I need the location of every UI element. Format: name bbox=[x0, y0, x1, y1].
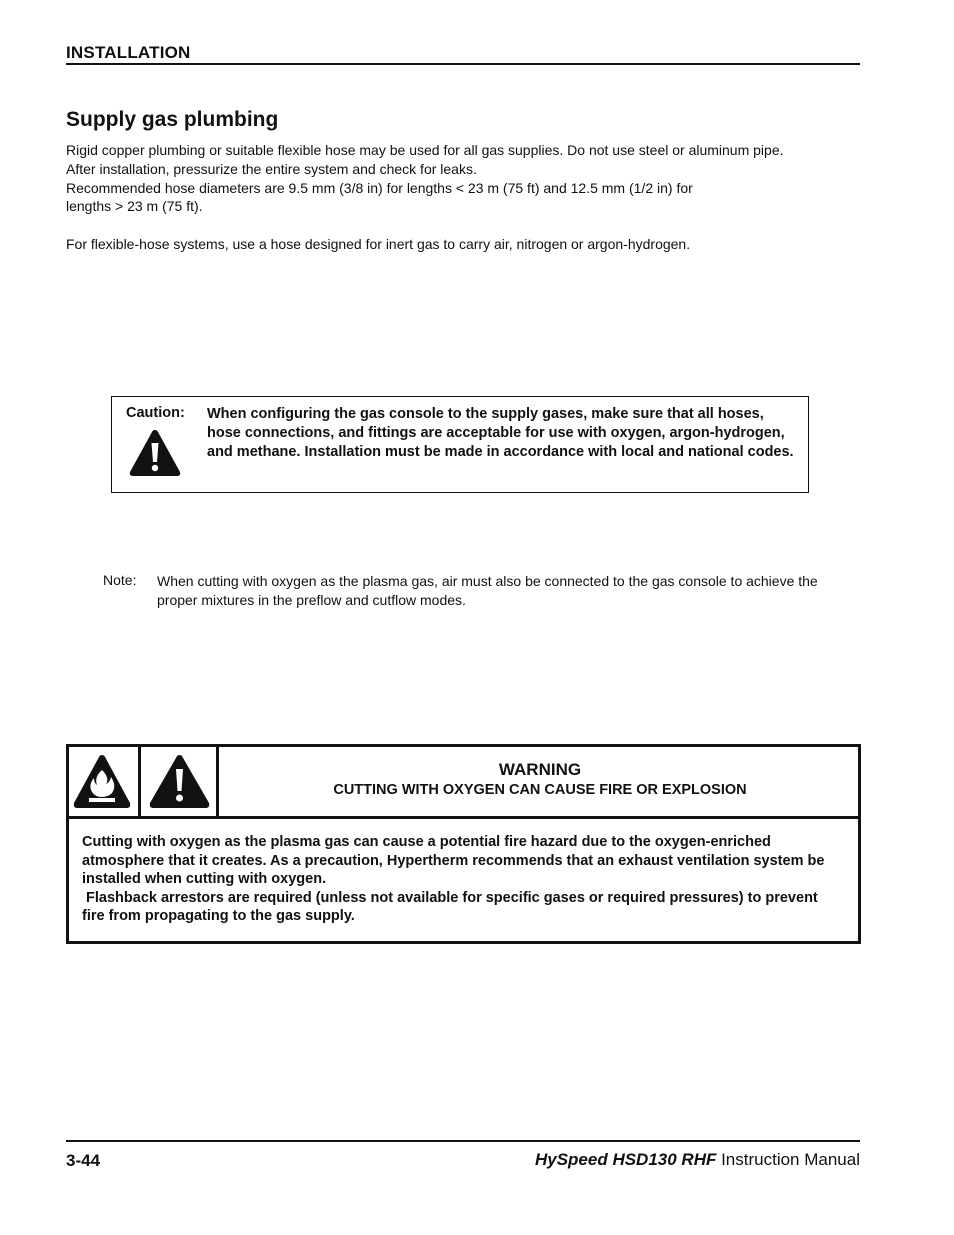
warning-body bbox=[82, 833, 842, 926]
paragraph-line-4: lengths > 23 m (75 ft). bbox=[66, 198, 203, 214]
warning-subtitle: CUTTING WITH OXYGEN CAN CAUSE FIRE OR EXPLOSION bbox=[333, 782, 747, 798]
warning-body-paragraph-2: Flashback arrestors are required (unless not available for specific gases or required pressures) to prevent fire from propagating to the gas supply. bbox=[82, 889, 822, 924]
note-text: When cutting with oxygen as the plasma gas, air must also be connected to the gas console to achieve the proper mixtures in the preflow and cutflow modes. bbox=[157, 573, 818, 608]
exclamation-warning-icon bbox=[148, 753, 211, 810]
caution-text: When configuring the gas console to the supply gases, make sure that all hoses, hose connections, and fittings are acceptable for use with oxygen, argon-hydrogen, and methane. Installation must be made in accordance with local and national codes. bbox=[207, 406, 794, 460]
paragraph-line-2: After installation, pressurize the entire system and check for leaks. bbox=[66, 161, 477, 177]
header-rule bbox=[66, 63, 860, 65]
warning-divider bbox=[66, 816, 861, 819]
warning-icon-divider bbox=[216, 744, 219, 818]
paragraph-flexible-hose: For flexible-hose systems, use a hose designed for inert gas to carry air, nitrogen or argon-hydrogen. bbox=[66, 236, 691, 252]
footer-brand: HySpeed HSD130 RHF bbox=[534, 1150, 717, 1169]
paragraph-line-1: Rigid copper plumbing or suitable flexible hose may be used for all gas supplies. Do not use steel or aluminum pipe. bbox=[66, 142, 784, 158]
page-title: Supply gas plumbing bbox=[66, 108, 279, 131]
fire-hazard-icon bbox=[72, 753, 132, 810]
warning-triangle-icon bbox=[128, 428, 182, 478]
footer-title bbox=[535, 1150, 860, 1170]
section-header: INSTALLATION bbox=[66, 43, 191, 62]
footer-manual-label: Instruction Manual bbox=[716, 1150, 860, 1169]
warning-body-paragraph-1: Cutting with oxygen as the plasma gas can cause a potential fire hazard due to the oxygen-enriched atmosphere that it creates. As a precaution, Hypertherm recommends that an exhaust ventilation system be installed when cutting with oxygen. bbox=[82, 834, 825, 887]
warning-icon-divider bbox=[138, 744, 141, 818]
paragraph-line-3: Recommended hose diameters are 9.5 mm (3/8 in) for lengths < 23 m (75 ft) and 12.5 mm (1/2 in) for bbox=[66, 180, 693, 196]
warning-title: WARNING bbox=[498, 760, 582, 779]
note-label: Note: bbox=[103, 572, 137, 588]
page-number: 3-44 bbox=[66, 1151, 101, 1170]
footer-rule bbox=[66, 1140, 860, 1142]
caution-label: Caution: bbox=[126, 405, 185, 421]
